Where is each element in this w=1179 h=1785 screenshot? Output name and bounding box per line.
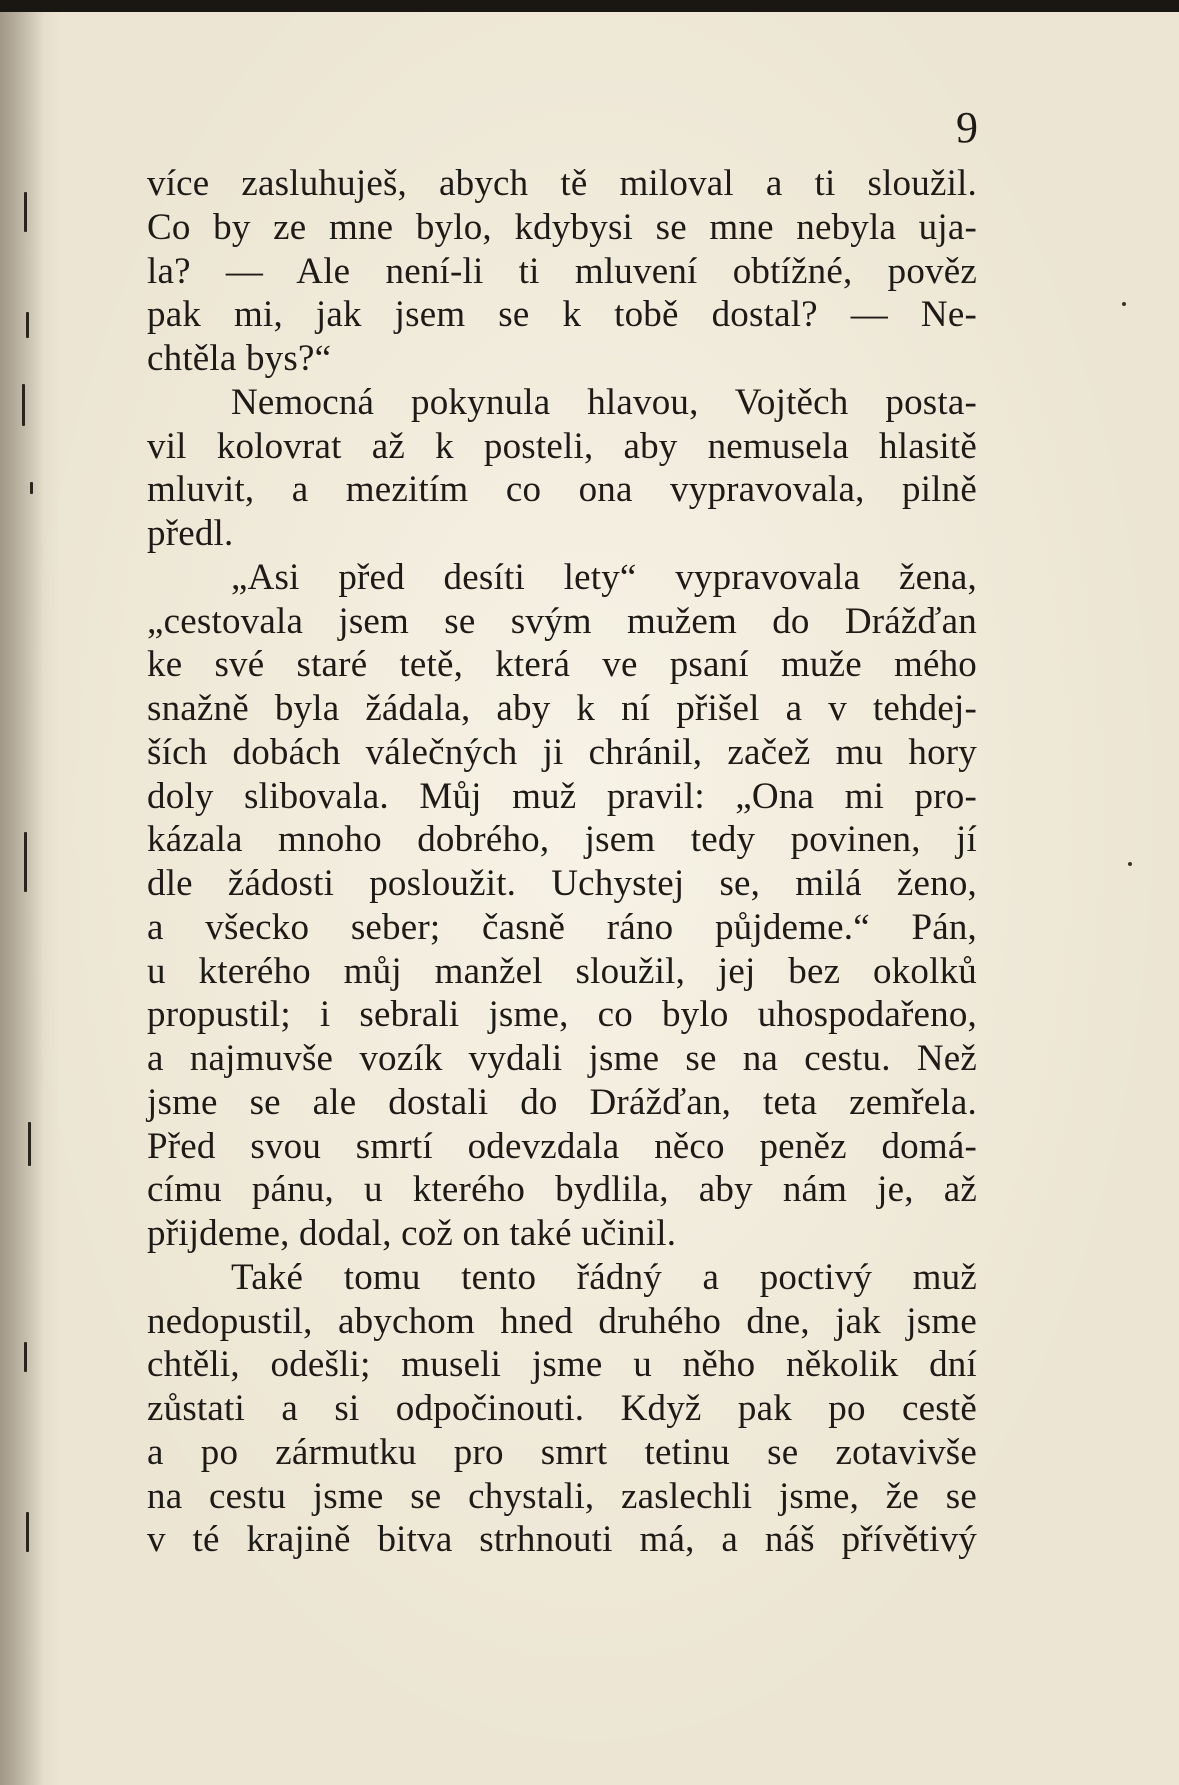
text-line: vil kolovrat až k posteli, aby nemusela hlasitě [147,425,977,467]
book-page [0,12,1179,1785]
text-line: a všecko seber; časně ráno půjdeme.“ Pán, [147,906,977,948]
text-line: na cestu jsme se chystali, zaslechli jsme, že se [147,1475,977,1517]
text-line: Před svou smrtí odevzdala něco peněz domá- [147,1125,977,1167]
text-line: zůstati a si odpočinouti. Když pak po cestě [147,1388,977,1429]
text-line: chtěli, odešli; museli jsme u něho několik dní [147,1344,977,1386]
text-line: Také tomu tento řádný a poctivý muž [231,1256,977,1298]
spine-shadow [0,12,44,1785]
text-line: „cestovala jsem se svým mužem do Drážďan [147,600,977,642]
text-line: a po zármutku pro smrt tetinu se zotavivše [147,1431,977,1473]
text-line: snažně byla žádala, aby k ní přišel a v tehdej- [147,688,977,729]
text-line: mluvit, a mezitím co ona vypravovala, pilně [147,469,977,511]
speck [1128,862,1132,866]
text-line: jsme se ale dostali do Drážďan, teta zemřela. [147,1081,977,1123]
speck [1122,302,1126,306]
text-line: propustil; i sebrali jsme, co bylo uhospodařeno, [147,994,977,1036]
text-line: dle žádosti posloužit. Uchystej se, milá ženo, [147,863,977,904]
text-line: Co by ze mne bylo, kdybysi se mne nebyla uja- [147,206,977,248]
text-line: címu pánu, u kterého bydlila, aby nám je, až [147,1169,977,1211]
text-line: přijdeme, dodal, což on také učinil. [147,1213,677,1254]
text-line: nedopustil, abychom hned druhého dne, jak jsme [147,1300,977,1342]
page-number: 9 [956,103,978,152]
text-line: la? — Ale není-li ti mluvení obtížné, pověz [147,250,977,292]
text-line: pak mi, jak jsem se k tobě dostal? — Ne- [147,294,977,336]
text-line: více zasluhuješ, abych tě miloval a ti sloužil. [147,163,977,204]
body-text [147,162,977,1562]
text-line: a najmuvše vozík vydali jsme se na cestu. Než [147,1038,977,1079]
text-line: „Asi před desíti lety“ vypravovala žena, [231,556,977,598]
text-line: předl. [147,513,234,554]
text-line: u kterého můj manžel sloužil, jej bez okolků [147,950,977,992]
text-line: Nemocná pokynula hlavou, Vojtěch posta- [231,381,977,423]
text-line: ke své staré tetě, která ve psaní muže mého [147,644,977,686]
text-line: v té krajině bitva strhnouti má, a náš přívětivý [147,1519,977,1561]
text-line: doly slibovala. Můj muž pravil: „Ona mi pro- [147,775,977,817]
text-line: chtěla bys?“ [147,338,332,379]
text-line: ších dobách válečných ji chránil, začež mu hory [147,731,977,773]
text-line: kázala mnoho dobrého, jsem tedy povinen, jí [147,819,977,861]
